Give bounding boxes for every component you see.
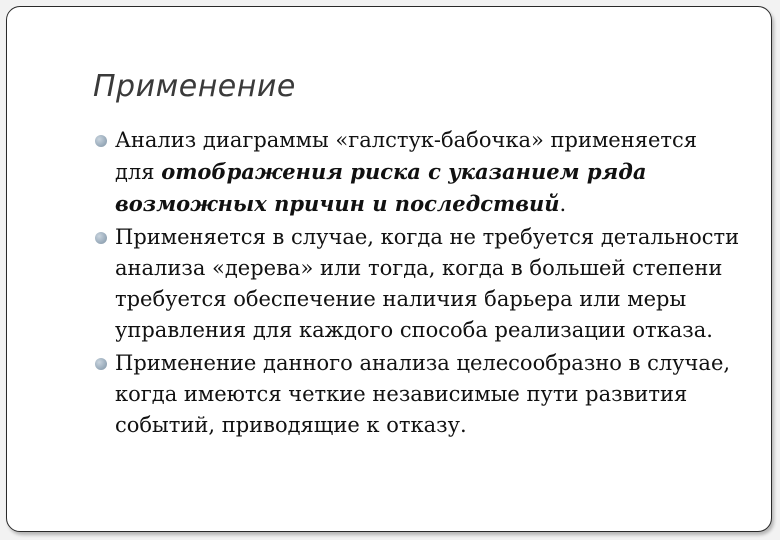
bullet-dot-icon [95, 232, 107, 244]
bullet-item [93, 222, 743, 346]
bullet-text-after: . [559, 192, 567, 216]
bullet-text: Применение данного анализа целесообразно в случае, когда имеются четкие независимые пути развития событий, приводящие к отказу. [115, 351, 731, 437]
bullet-text-before: Анализ диаграммы «галстук-бабочка» применяется для [115, 128, 698, 184]
bullet-text: Применяется в случае, когда не требуется детальности анализа «дерева» или тогда, когда в большей степени требуется обеспечение наличия барьера или меры управления для каждого способа реализации отказа. [115, 225, 740, 342]
slide [6, 6, 772, 532]
bullet-item [93, 125, 743, 220]
slide-title: Применение [93, 69, 296, 104]
bullet-item [93, 348, 743, 441]
bullet-dot-icon [95, 135, 107, 147]
bullet-list [93, 125, 743, 443]
bullet-dot-icon [95, 358, 107, 370]
bullet-text-emphasis: отображения риска с указанием ряда возможных причин и последствий [115, 159, 647, 216]
